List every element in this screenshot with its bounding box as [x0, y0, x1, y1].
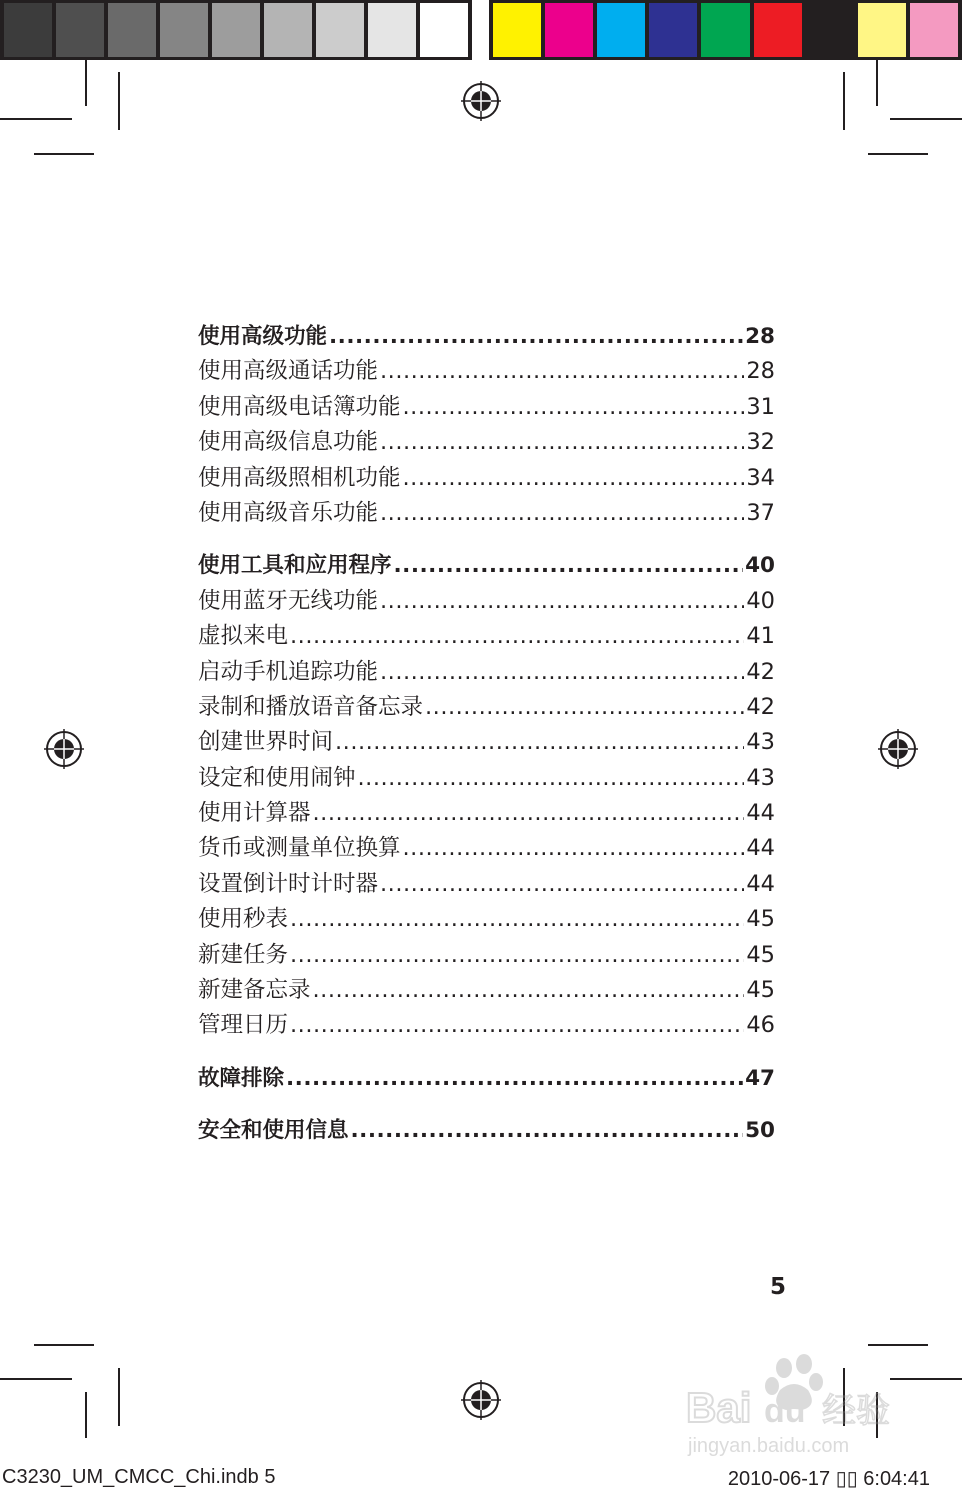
- toc-entry-page: 34: [746, 464, 775, 491]
- toc-entry[interactable]: [198, 761, 775, 796]
- page-number: 5: [770, 1274, 787, 1300]
- color-swatch: [316, 3, 364, 57]
- toc-leader-dots: [380, 584, 744, 619]
- toc-entry-title: 使用高级电话簿功能: [198, 393, 401, 420]
- toc-entry-title: 使用高级信息功能: [198, 429, 379, 456]
- toc-entry-title: 使用秒表: [198, 906, 289, 933]
- toc-entry[interactable]: [198, 796, 775, 831]
- crop-mark: [34, 153, 94, 155]
- toc-leader-dots: [329, 319, 743, 354]
- crop-mark: [868, 1344, 928, 1346]
- toc-leader-dots: [403, 461, 745, 496]
- toc-entry-title: 故障排除: [198, 1065, 285, 1091]
- color-swatch: [910, 3, 958, 57]
- toc-entry[interactable]: [198, 973, 775, 1008]
- toc-section-entry[interactable]: [198, 319, 775, 354]
- crop-mark: [0, 118, 72, 120]
- table-of-contents: [198, 319, 775, 1149]
- svg-text:jingyan.baidu.com: jingyan.baidu.com: [688, 1435, 850, 1457]
- color-swatch: [754, 3, 802, 57]
- toc-entry-title: 安全和使用信息: [198, 1118, 349, 1144]
- toc-leader-dots: [313, 796, 745, 831]
- toc-entry-title: 使用蓝牙无线功能: [198, 587, 379, 614]
- toc-leader-dots: [290, 902, 744, 937]
- toc-entry-page: 44: [746, 870, 775, 897]
- toc-entry-page: 40: [745, 553, 775, 579]
- color-swatch: [493, 3, 541, 57]
- color-swatch: [4, 3, 52, 57]
- toc-leader-dots: [380, 354, 744, 389]
- toc-entry-page: 44: [746, 800, 775, 827]
- color-swatch: [160, 3, 208, 57]
- toc-entry[interactable]: [198, 867, 775, 902]
- crop-mark: [0, 1378, 72, 1380]
- toc-entry[interactable]: [198, 619, 775, 654]
- color-swatch: [264, 3, 312, 57]
- baidu-jingyan-watermark-icon: [684, 1350, 904, 1460]
- color-swatch: [597, 3, 645, 57]
- toc-leader-dots: [290, 938, 744, 973]
- toc-entry-title: 创建世界时间: [198, 729, 334, 756]
- toc-leader-dots: [403, 390, 745, 425]
- grayscale-bar: [0, 0, 472, 60]
- toc-entry-page: 45: [746, 906, 775, 933]
- toc-entry-title: 虚拟来电: [198, 623, 289, 650]
- toc-entry[interactable]: [198, 390, 775, 425]
- toc-entry[interactable]: [198, 902, 775, 937]
- toc-leader-dots: [380, 867, 744, 902]
- toc-entry[interactable]: [198, 831, 775, 866]
- toc-leader-dots: [403, 831, 745, 866]
- slug-timestamp: 2010-06-17 ▯▯ 6:04:41: [727, 1468, 930, 1490]
- toc-entry-page: 32: [746, 429, 775, 456]
- color-swatch: [806, 3, 854, 57]
- toc-entry[interactable]: [198, 425, 775, 460]
- toc-entry[interactable]: [198, 655, 775, 690]
- toc-leader-dots: [351, 1113, 744, 1148]
- toc-entry-page: 44: [746, 835, 775, 862]
- toc-entry[interactable]: [198, 938, 775, 973]
- toc-entry-page: 45: [746, 977, 775, 1004]
- color-swatch: [368, 3, 416, 57]
- toc-leader-dots: [290, 619, 744, 654]
- toc-entry-page: 43: [746, 764, 775, 791]
- toc-leader-dots: [286, 1061, 743, 1096]
- toc-entry-page: 50: [745, 1118, 775, 1144]
- toc-section-entry[interactable]: [198, 1061, 775, 1096]
- color-swatch: [858, 3, 906, 57]
- crop-mark: [118, 1368, 120, 1426]
- registration-target-icon: [878, 729, 918, 769]
- toc-entry[interactable]: [198, 584, 775, 619]
- svg-text:经验: 经验: [822, 1391, 890, 1431]
- toc-leader-dots: [335, 725, 744, 760]
- toc-entry-page: 28: [745, 324, 775, 349]
- toc-leader-dots: [380, 655, 744, 690]
- toc-leader-dots: [380, 496, 744, 531]
- color-swatch: [420, 3, 468, 57]
- svg-text:Bai: Bai: [686, 1384, 752, 1431]
- crop-mark: [85, 1392, 87, 1438]
- toc-entry-title: 使用高级照相机功能: [198, 464, 401, 491]
- crop-mark: [868, 153, 928, 155]
- crop-mark: [876, 60, 878, 106]
- toc-entry-page: 28: [746, 358, 775, 385]
- toc-entry-title: 新建任务: [198, 941, 289, 968]
- toc-entry-page: 46: [746, 1012, 775, 1039]
- toc-entry-page: 41: [746, 623, 775, 650]
- crop-mark: [890, 118, 962, 120]
- toc-entry-title: 货币或测量单位换算: [198, 835, 401, 862]
- toc-section-entry[interactable]: [198, 548, 775, 583]
- toc-entry[interactable]: [198, 461, 775, 496]
- registration-target-icon: [461, 81, 501, 121]
- svg-text:du: du: [764, 1392, 806, 1430]
- toc-entry-title: 使用高级功能: [198, 324, 328, 349]
- color-swatch: [108, 3, 156, 57]
- toc-leader-dots: [358, 761, 745, 796]
- crop-mark: [118, 72, 120, 130]
- color-swatch: [649, 3, 697, 57]
- toc-entry-page: 47: [745, 1065, 775, 1091]
- toc-entry-title: 使用计算器: [198, 800, 311, 827]
- toc-entry-title: 录制和播放语音备忘录: [198, 693, 424, 720]
- color-swatch: [701, 3, 749, 57]
- crop-mark: [843, 72, 845, 130]
- toc-entry[interactable]: [198, 496, 775, 531]
- toc-leader-dots: [425, 690, 744, 725]
- toc-entry-title: 新建备忘录: [198, 977, 311, 1004]
- toc-entry-title: 使用高级通话功能: [198, 358, 379, 385]
- toc-entry[interactable]: [198, 725, 775, 760]
- toc-entry-page: 37: [746, 499, 775, 526]
- toc-leader-dots: [313, 973, 745, 1008]
- toc-leader-dots: [394, 548, 744, 583]
- toc-leader-dots: [290, 1008, 744, 1043]
- toc-entry[interactable]: [198, 1008, 775, 1043]
- toc-entry[interactable]: [198, 690, 775, 725]
- toc-entry-title: 使用工具和应用程序: [198, 553, 392, 579]
- registration-target-icon: [461, 1380, 501, 1420]
- color-swatch: [56, 3, 104, 57]
- toc-leader-dots: [380, 425, 744, 460]
- toc-section-entry[interactable]: [198, 1113, 775, 1148]
- toc-entry[interactable]: [198, 354, 775, 389]
- registration-target-icon: [44, 729, 84, 769]
- toc-entry-title: 使用高级音乐功能: [198, 499, 379, 526]
- toc-entry-page: 43: [746, 729, 775, 756]
- toc-entry-title: 设置倒计时计时器: [198, 870, 379, 897]
- crop-mark: [85, 60, 87, 106]
- crop-mark: [34, 1344, 94, 1346]
- toc-entry-title: 设定和使用闹钟: [198, 764, 356, 791]
- slug-file-info: C3230_UM_CMCC_Chi.indb 5: [2, 1466, 276, 1488]
- color-swatch: [545, 3, 593, 57]
- toc-entry-page: 42: [746, 693, 775, 720]
- toc-entry-page: 40: [746, 587, 775, 614]
- toc-entry-title: 管理日历: [198, 1012, 289, 1039]
- color-swatch: [212, 3, 260, 57]
- toc-entry-page: 45: [746, 941, 775, 968]
- color-bar: [489, 0, 962, 60]
- toc-entry-page: 31: [746, 393, 775, 420]
- toc-entry-page: 42: [746, 658, 775, 685]
- toc-entry-title: 启动手机追踪功能: [198, 658, 379, 685]
